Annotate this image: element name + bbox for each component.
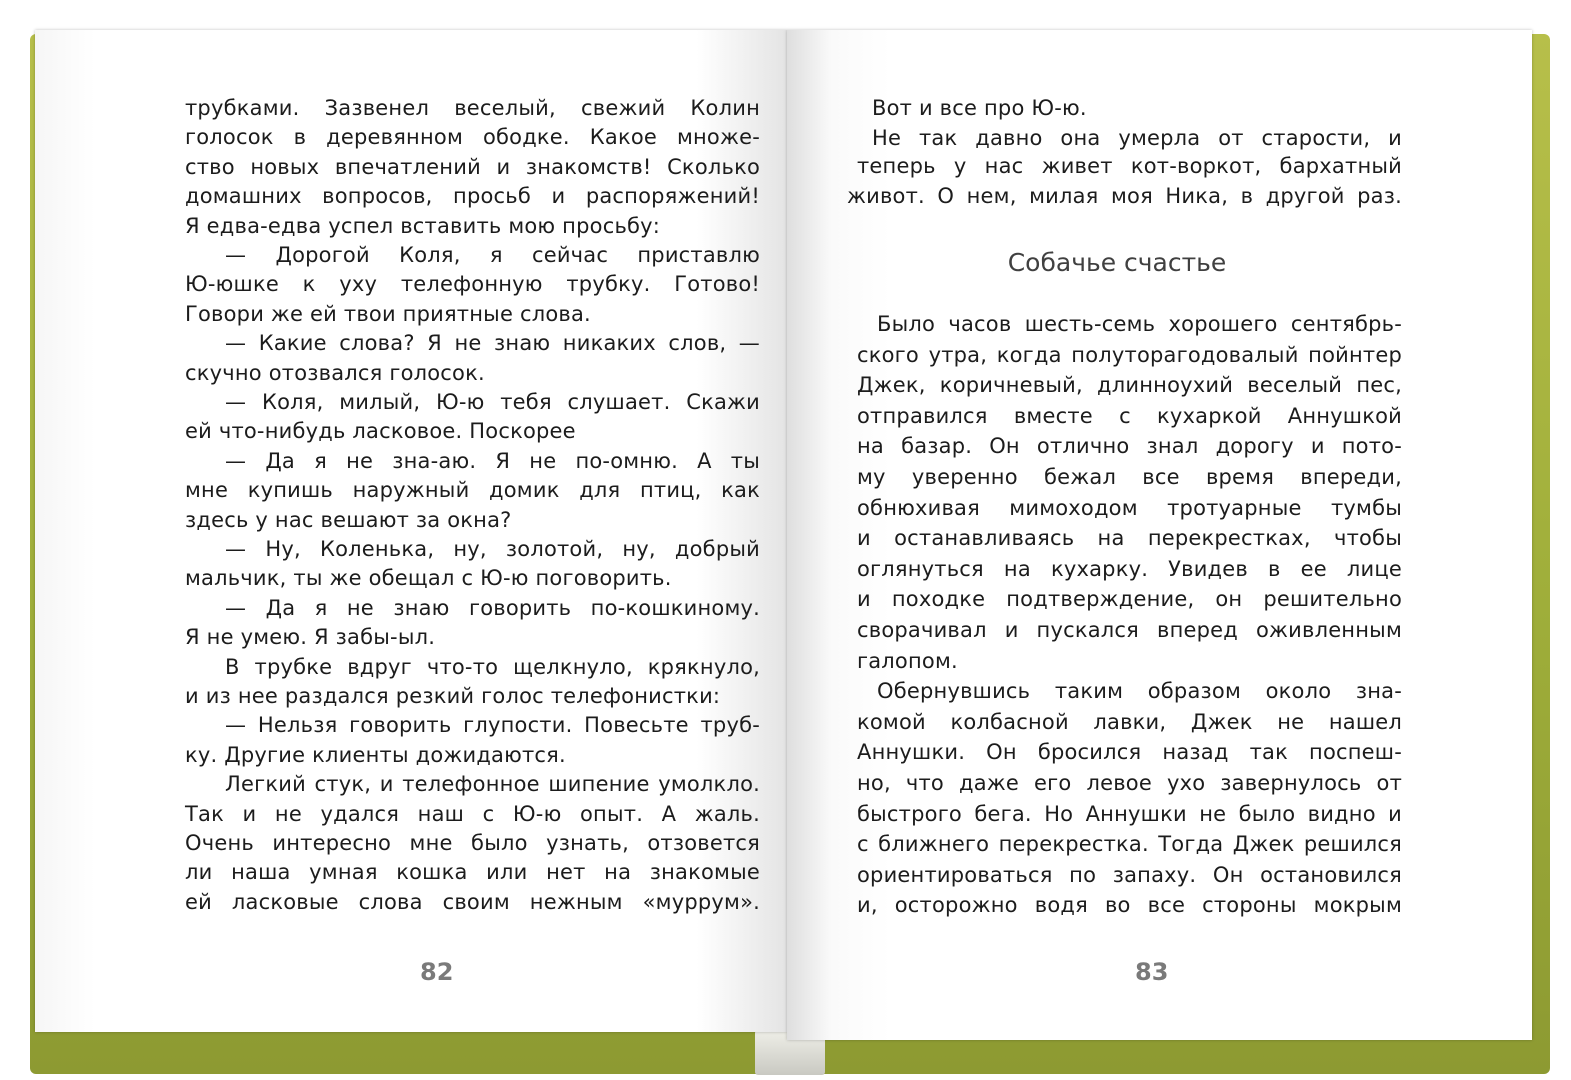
chapter-heading: Собачье счастье: [1007, 248, 1227, 277]
text-line: ли наша умная кошка или нет на знакомые: [185, 860, 760, 885]
text-line: ориентироваться по запаху. Он остановился: [857, 862, 1402, 887]
text-line: Говори же ей твои приятные слова.: [185, 301, 591, 326]
text-line: В трубке вдруг что-то щелкнуло, крякнуло,: [225, 654, 760, 679]
text-line: и останавливаясь на перекрестках, чтобы: [857, 526, 1402, 551]
text-line: с ближнего перекрестка. Тогда Джек решился: [857, 832, 1402, 857]
text-line: мальчик, ты же обещал с Ю-ю поговорить.: [185, 566, 672, 591]
text-line: Так и не удался наш с Ю-ю опыт. А жаль.: [185, 801, 760, 826]
text-line: — Нельзя говорить глупости. Повесьте труб-: [225, 713, 760, 738]
text-line: ку. Другие клиенты дожидаются.: [185, 742, 566, 767]
text-line: голосок в деревянном ободке. Какое множе-: [185, 125, 760, 150]
text-line: мне купишь наружный домик для птиц, как: [185, 478, 760, 503]
text-line: ского утра, когда полуторагодовалый пойнтер: [857, 342, 1402, 367]
text-line: ей что-нибудь ласковое. Поскорее: [185, 419, 576, 444]
text-line: ей ласковые слова своим нежным «муррум».: [185, 889, 760, 914]
page-number: 82: [420, 958, 454, 986]
text-line: трубками. Зазвенел веселый, свежий Колин: [185, 96, 760, 120]
text-line: ство новых впечатлений и знакомств! Сколько: [185, 154, 760, 179]
text-line: Джек, коричневый, длинноухий веселый пес,: [857, 373, 1402, 398]
text-line: отправился вместе с кухаркой Аннушкой: [857, 403, 1402, 428]
text-line: Я едва-едва успел вставить мою просьбу:: [185, 213, 661, 238]
text-line: здесь у нас вешают за окна?: [185, 507, 512, 532]
page-number: 83: [1135, 958, 1169, 986]
text-line: но, что даже его левое ухо завернулось от: [857, 771, 1402, 795]
text-line: му уверенно бежал все время впереди,: [857, 465, 1402, 489]
text-line: Я не умею. Я забы-ыл.: [185, 625, 436, 650]
text-line: — Какие слова? Я не знаю никаких слов, —: [225, 331, 760, 356]
text-line: и из нее раздался резкий голос телефонистки:: [185, 684, 721, 708]
text-line: скучно отозвался голосок.: [185, 360, 485, 385]
text-line: Аннушки. Он бросился назад так поспеш-: [857, 740, 1402, 765]
right-page: [787, 30, 1532, 1040]
text-line: — Коля, милый, Ю-ю тебя слушает. Скажи: [225, 390, 760, 414]
text-line: Не так давно она умерла от старости, и: [872, 126, 1402, 150]
text-line: Было часов шесть-семь хорошего сентябрь-: [877, 312, 1402, 336]
text-line: быстрого бега. Но Аннушки не было видно и: [857, 801, 1402, 826]
text-line: — Да я не зна-аю. Я не по-омню. А ты: [225, 448, 760, 473]
text-line: Очень интересно мне было узнать, отзовется: [185, 831, 760, 855]
text-line: галопом.: [857, 648, 958, 673]
text-line: Обернувшись таким образом около зна-: [877, 679, 1402, 704]
text-line: Ю-юшке к уху телефонную трубку. Готово!: [185, 272, 760, 297]
text-line: — Дорогой Коля, я сейчас приставлю: [225, 243, 760, 267]
text-line: домашних вопросов, просьб и распоряжений!: [185, 184, 760, 209]
left-page: [35, 30, 787, 1032]
text-line: и походке подтверждение, он решительно: [857, 587, 1402, 612]
text-line: комой колбасной лавки, Джек не нашел: [857, 709, 1402, 734]
text-line: — Да я не знаю говорить по-кошкиному.: [225, 595, 760, 620]
text-line: сворачивал и пускался вперед оживленным: [857, 618, 1402, 642]
text-line: Вот и все про Ю-ю.: [872, 96, 1087, 120]
text-line: обнюхивая мимоходом тротуарные тумбы: [857, 495, 1402, 520]
text-line: Легкий стук, и телефонное шипение умолкло.: [225, 772, 760, 797]
text-line: живот. О нем, милая моя Ника, в другой раз.: [847, 184, 1402, 208]
text-line: — Ну, Коленька, ну, золотой, ну, добрый: [225, 537, 760, 561]
text-line: оглянуться на кухарку. Увидев в ее лице: [857, 556, 1402, 581]
text-line: теперь у нас живет кот-воркот, бархатный: [857, 154, 1402, 178]
text-line: и, осторожно водя во все стороны мокрым: [857, 893, 1402, 918]
text-line: на базар. Он отлично знал дорогу и пото-: [857, 434, 1402, 459]
